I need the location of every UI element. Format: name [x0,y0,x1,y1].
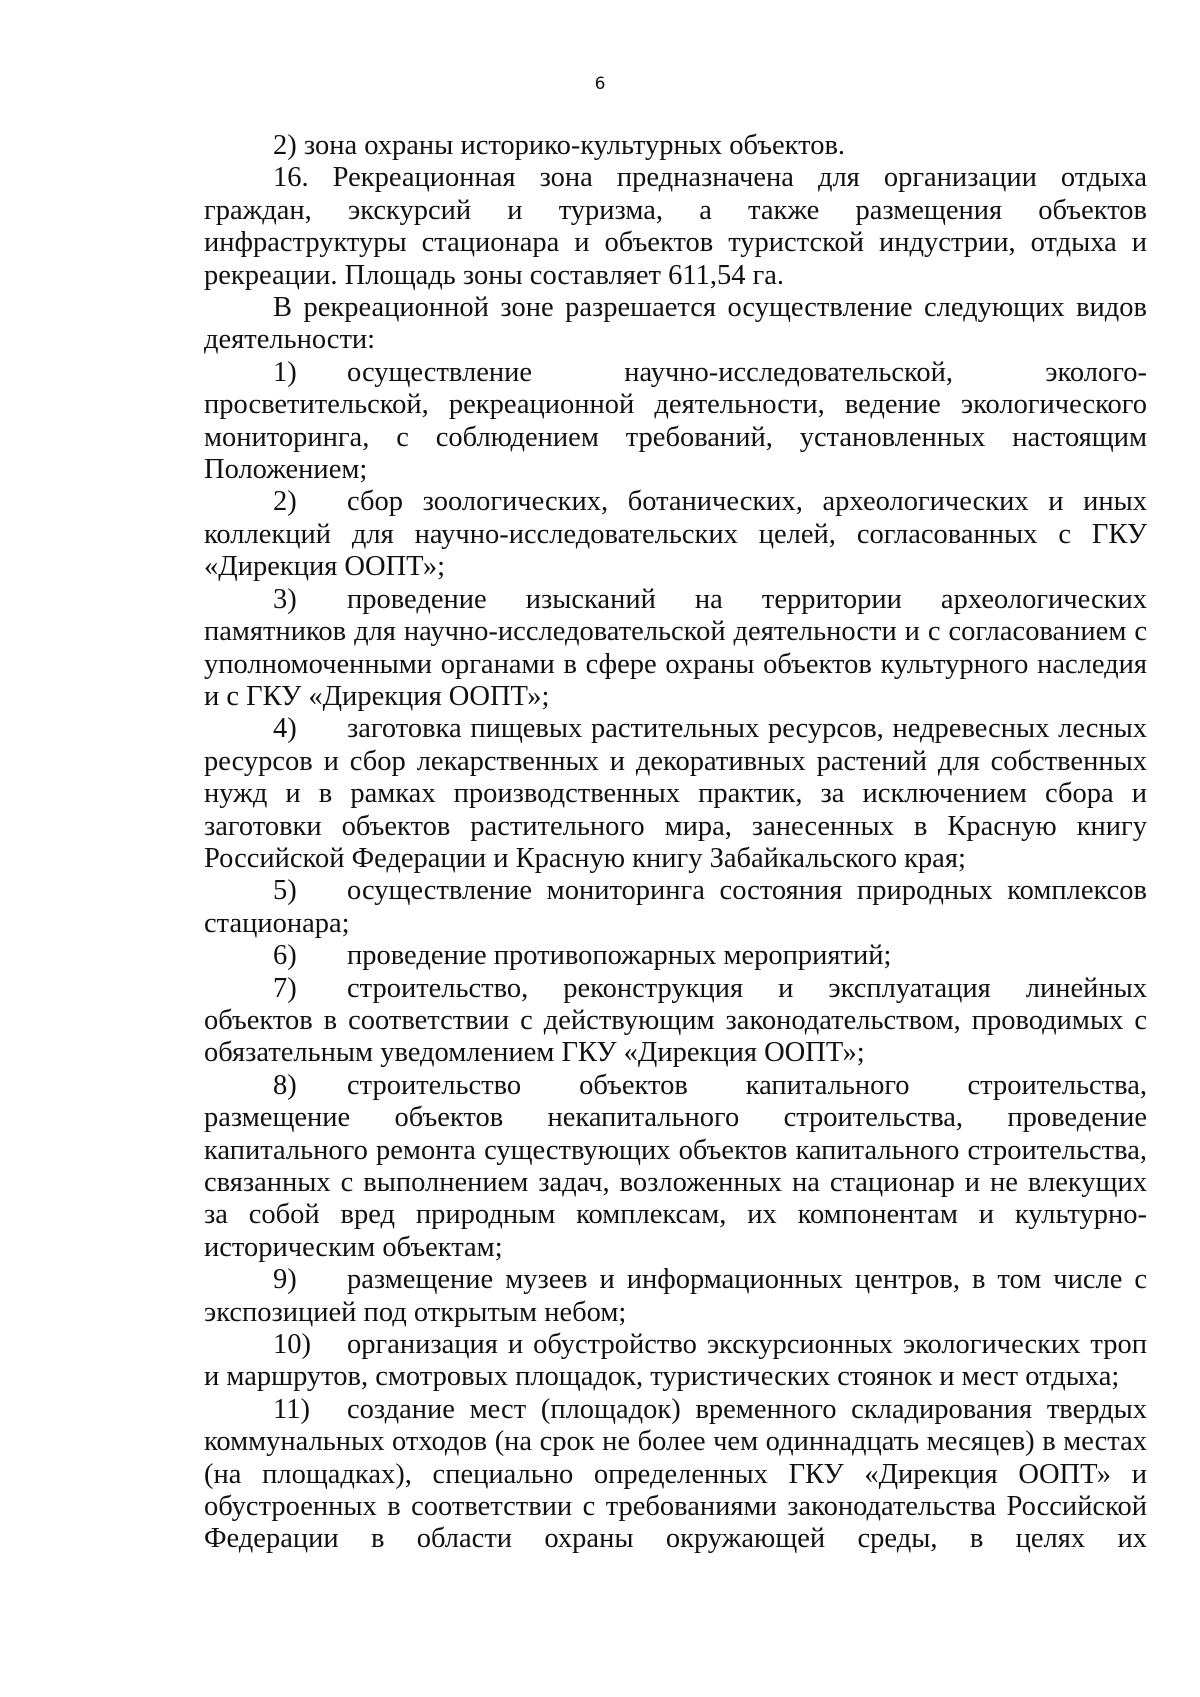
list-item [204,940,1147,972]
paragraph: 16. Рекреационная зона предназначена для организации отдыха граждан, экскурсий и туризма, а также размещения объектов инфраструктуры стационара и объектов туристской индустрии, отдыха и рекреации. Площадь зоны составляет 611,54 га. [204,162,1147,291]
list-item-text: организация и обустройство экскурсионных экологических троп и маршрутов, смотровых площадок, туристических стоянок и мест отдыха; [204,1329,1147,1393]
list-item-number: 10) [273,1329,311,1361]
list-item-number: 5) [273,875,297,907]
list-item-number: 3) [273,583,297,615]
list-item [204,1394,1147,1556]
list-item-text: сбор зоологических, ботанических, археологических и иных коллекций для научно-исследовательских целей, согласованных с ГКУ «Дирекция ООПТ»; [204,486,1147,583]
list-item [204,973,1147,1070]
list-item-number: 7) [273,972,297,1004]
list-item-number: 2) [273,486,297,518]
list-item-number: 11) [273,1393,310,1425]
list-item [204,1329,1147,1394]
list-item [204,1070,1147,1264]
list-item-text: проведение противопожарных мероприятий; [347,940,892,972]
list-item-text: размещение музеев и информационных центров, в том числе с экспозицией под открытым небом; [204,1264,1147,1328]
list-item-text: заготовка пищевых растительных ресурсов, недревесных лесных ресурсов и сбор лекарственных и декоративных растений для собственных нужд и в рамках производственных практик, за исключением сбора и заготовки объектов растительного мира, занесенных в Красную книгу Российской Федерации и Красную книгу Забайкальского края; [204,713,1147,874]
list-item-text: проведение изысканий на территории археологических памятников для научно-исследовательской деятельности и с согласованием с уполномоченными органами в сфере охраны объектов культурного наследия и с ГКУ «Дирекция ООПТ»; [204,583,1147,712]
list-item-text: осуществление мониторинга состояния природных комплексов стационара; [204,875,1147,939]
list-item [204,713,1147,875]
list-item-text: строительство, реконструкция и эксплуатация линейных объектов в соответствии с действующим законодательством, проводимых с обязательным уведомлением ГКУ «Дирекция ООПТ»; [204,972,1147,1069]
list-item [204,486,1147,583]
page-number: 6 [594,74,606,94]
list-item-number: 6) [273,940,297,972]
list-item-number: 9) [273,1264,297,1296]
document-body [204,130,1147,1556]
list-item [204,1264,1147,1329]
list-item-number: 8) [273,1069,297,1101]
list-item [204,357,1147,487]
paragraph: В рекреационной зоне разрешается осуществление следующих видов деятельности: [204,292,1147,356]
list-item-text: строительство объектов капитального строительства, размещение объектов некапитального строительства, проведение капитального ремонта существующих объектов капитального строительства, связанных с выполнением задач, возложенных на стационар и не влекущих за собой вред природным комплексам, их компонентам и культурно-историческим объектам; [204,1069,1147,1263]
list-item [204,875,1147,940]
list-item-number: 4) [273,713,297,745]
list-item-text: осуществление научно-исследовательской, эколого-просветительской, рекреационной деятельности, ведение экологического мониторинга, с соблюдением требований, установленных настоящим Положением; [204,356,1147,486]
list-item-text: создание мест (площадок) временного складирования твердых коммунальных отходов (на срок не более чем одиннадцать месяцев) в местах (на площадках), специально определенных ГКУ «Дирекция ООПТ» и обустроенных в соответствии с требованиями законодательства Российской Федерации в области охраны окружающей среды, в целях их [204,1393,1147,1555]
list-item-number: 1) [273,356,297,388]
paragraph: 2) зона охраны историко-культурных объектов. [273,130,846,161]
list-item [204,584,1147,714]
